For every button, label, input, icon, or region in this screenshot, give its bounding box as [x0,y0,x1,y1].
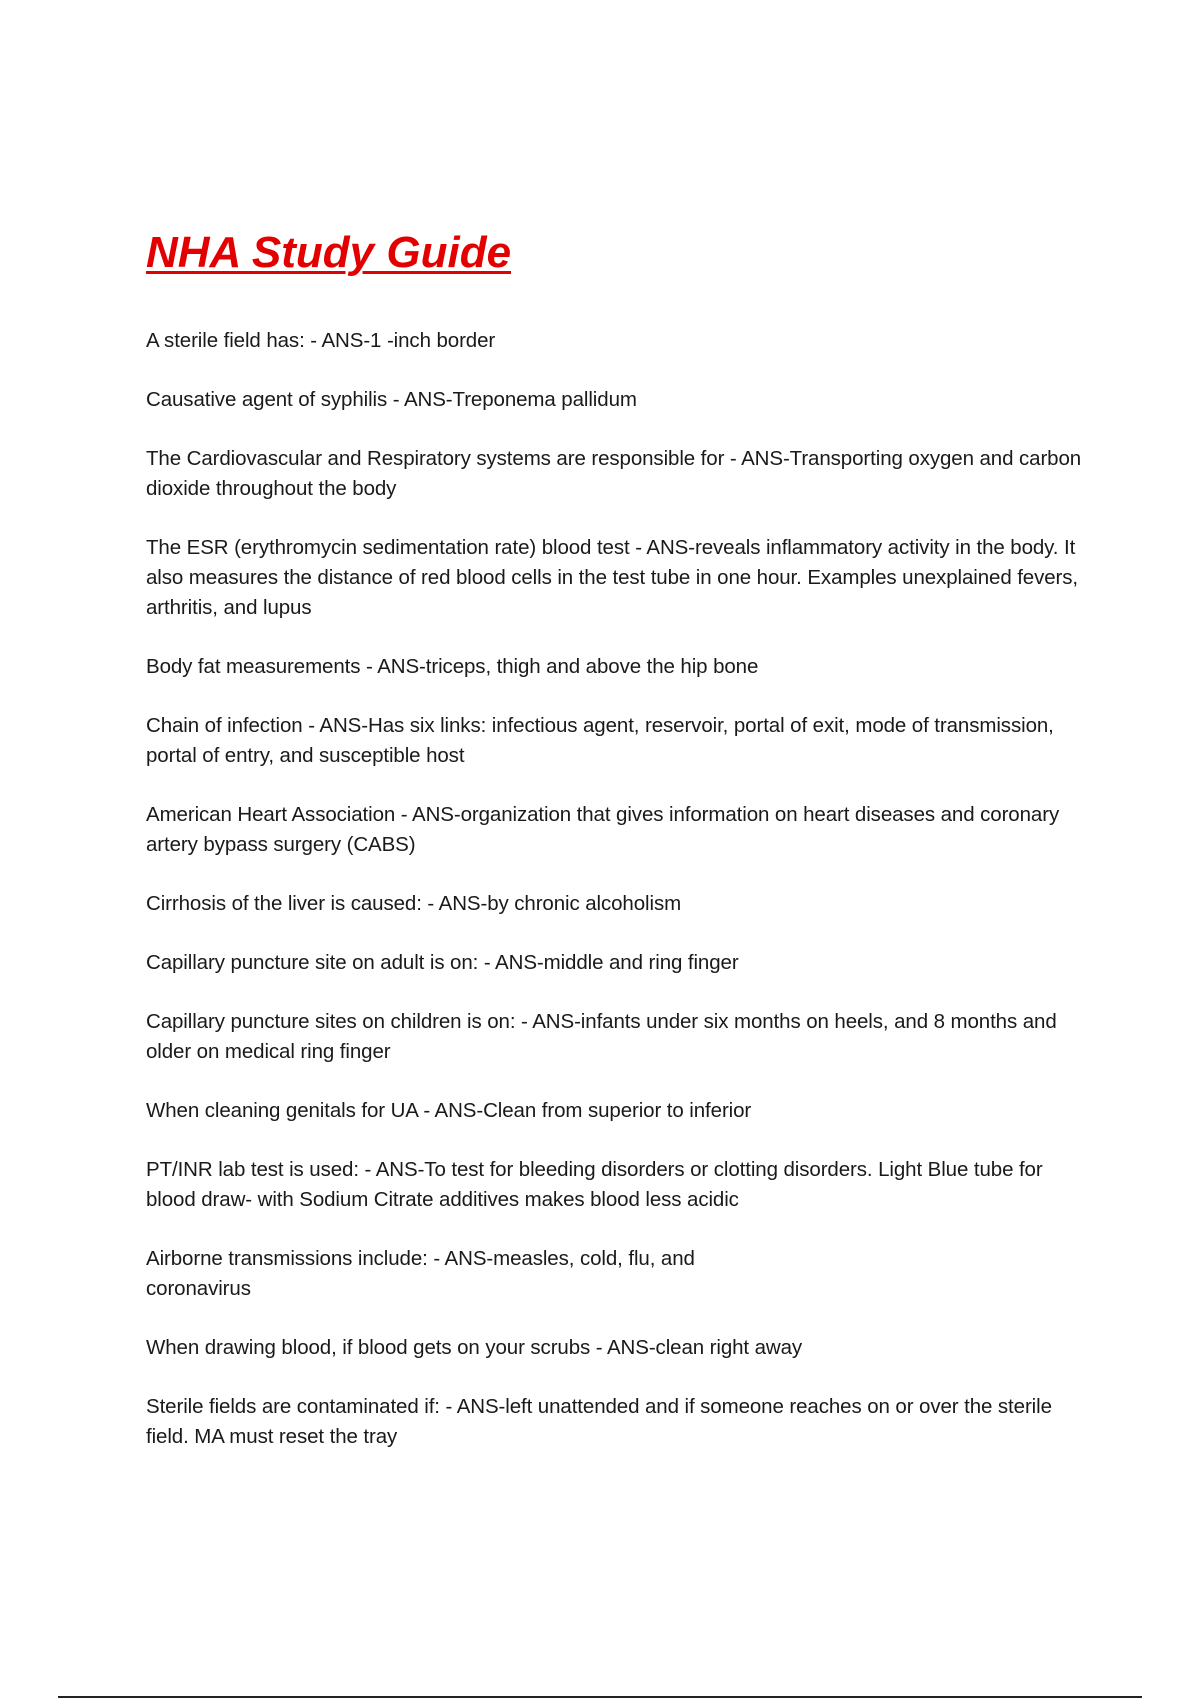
answer-text: ANS-organization that gives information on heart diseases and coronary artery bypass surgery (CABS) [146,803,1060,856]
qa-item [146,948,1086,978]
answer-text: ANS-Transporting oxygen and carbon dioxide throughout the body [146,447,1082,500]
question-text: The ESR (erythromycin sedimentation rate) blood test - [146,536,647,559]
answer-text: ANS-reveals inflammatory activity in the body. It also measures the distance of red blood cells in the test tube in one hour. Examples unexplained fevers, arthritis, and lupus [146,536,1079,619]
qa-item [146,1333,1086,1363]
qa-list [146,326,1086,1481]
question-text: American Heart Association - [146,803,412,826]
qa-item [146,1244,1086,1304]
question-text: Capillary puncture sites on children is on: - [146,1010,533,1033]
qa-item [146,1155,1086,1215]
answer-text: ANS-measles, cold, flu, and coronavirus [146,1247,695,1300]
question-text: Body fat measurements - [146,655,378,678]
qa-item [146,1096,1086,1126]
qa-item [146,800,1086,860]
qa-item [146,1007,1086,1067]
answer-text: ANS-by chronic alcoholism [438,892,682,915]
question-text: Cirrhosis of the liver is caused: - [146,892,439,915]
answer-text: ANS-infants under six months on heels, and 8 months and older on medical ring finger [146,1010,1057,1063]
question-text: When drawing blood, if blood gets on your scrubs - [146,1336,607,1359]
question-text: Airborne transmissions include: - [146,1247,445,1270]
question-text: Causative agent of syphilis - [146,388,404,411]
answer-text: ANS-1 -inch border [321,329,496,352]
qa-item [146,385,1086,415]
qa-item [146,326,1086,356]
answer-text: ANS-Has six links: infectious agent, reservoir, portal of exit, mode of transmission, portal of entry, and susceptible host [146,714,1054,767]
question-text: Sterile fields are contaminated if: - [146,1395,457,1418]
qa-item [146,1392,1086,1452]
answer-text: ANS-To test for bleeding disorders or clotting disorders. Light Blue tube for blood draw- with Sodium Citrate additives makes blood less acidic [146,1158,1043,1211]
question-text: PT/INR lab test is used: - [146,1158,376,1181]
page-title: NHA Study Guide [146,228,512,277]
answer-text: ANS-middle and ring finger [495,951,739,974]
question-text: Chain of infection - [146,714,320,737]
question-text: When cleaning genitals for UA - [146,1099,435,1122]
qa-item [146,652,1086,682]
answer-text: ANS-left unattended and if someone reaches on or over the sterile field. MA must reset the tray [146,1395,1052,1448]
question-text: A sterile field has: - [146,329,322,352]
footer-divider [58,1696,1142,1698]
question-text: Capillary puncture site on adult is on: - [146,951,496,974]
answer-text: ANS-clean right away [606,1336,803,1359]
qa-item [146,533,1086,623]
qa-item [146,711,1086,771]
qa-item [146,444,1086,504]
answer-text: ANS-Treponema pallidum [403,388,637,411]
qa-item [146,889,1086,919]
question-text: The Cardiovascular and Respiratory systems are responsible for - [146,447,742,470]
answer-text: ANS-Clean from superior to inferior [434,1099,752,1122]
answer-text: ANS-triceps, thigh and above the hip bone [377,655,759,678]
